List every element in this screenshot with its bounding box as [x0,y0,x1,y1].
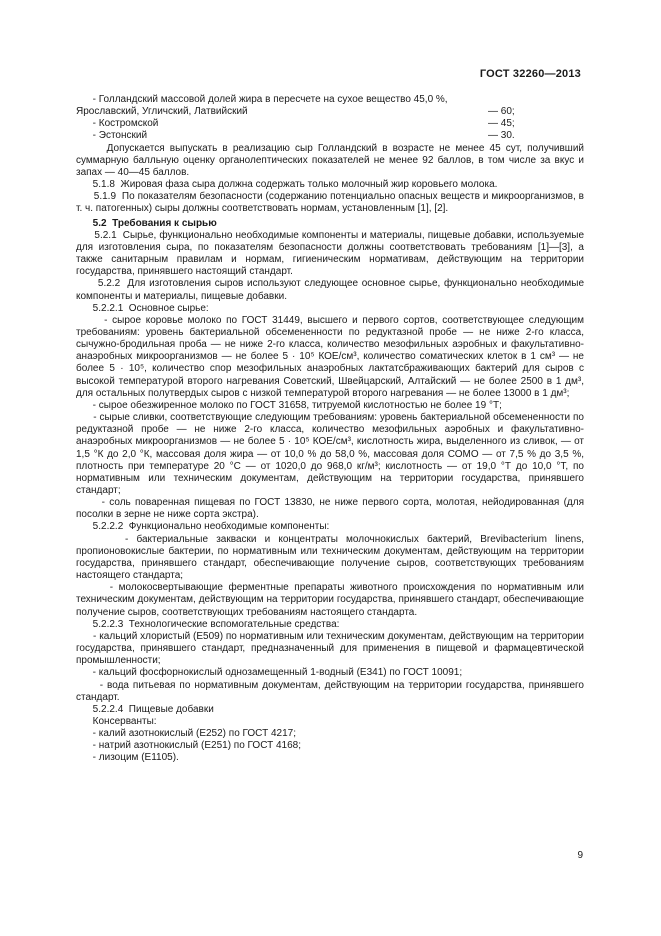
paragraph: - соль поваренная пищевая по ГОСТ 13830, не ниже первого сорта, молотая, нейодированная (для посолки в зерне не ниже сорта экстра). [76,497,587,521]
row-text: - Костромской [76,118,159,130]
paragraph: 5.1.9 По показателям безопасности (содержанию потенциально опасных веществ и микроорганизмов, в т. ч. патогенных) сыры должны соответствовать нормам, установленным [1], [2]. [76,191,587,215]
row-text: Ярославский, Угличский, Латвийский [76,106,248,118]
row-value: — 30. [488,130,515,142]
row-value: — 60; [488,106,515,118]
row-value: — 45; [488,118,515,130]
page-number: 9 [577,850,583,861]
document-body [76,94,587,765]
paragraph: - лизоцим (Е1105). [76,752,179,764]
paragraph: 5.2.1 Сырье, функционально необходимые компоненты и материалы, пищевые добавки, используемые для изготовления сыра, по показателям безопасности должны соответствовать требованиям [1]—[3], а также санитарным правилам и нормам, гигиеническим нормативам, действующим на территории государства, принявшего настоящий стандарт. [76,229,587,278]
paragraph: 5.1.8 Жировая фаза сыра должна содержать только молочный жир коровьего молока. [76,179,498,191]
paragraph: - кальций хлористый (Е509) по нормативным или техническим документам, действующим на территории государства, принявшего стандарт, предназначенный для применения в пищевой и фармацевтической промышленности; [76,630,587,667]
paragraph: - молокосвертывающие ферментные препараты животного происхождения по нормативным или техническим документам, действующим на территории государства, принявшего стандарт, обеспечивающие получение сыров, соответствующих требованиям настоящего стандарта. [76,582,587,618]
paragraph: 5.2.2.4 Пищевые добавки [76,703,214,715]
value-row [76,106,584,118]
value-row [76,118,584,130]
paragraph: 5.2.2 Для изготовления сыров используют следующее основное сырье, функционально необходимые компоненты и материалы, пищевые добавки. [76,278,587,302]
section-heading: 5.2 Требования к сырью [76,217,217,229]
paragraph: Допускается выпускать в реализацию сыр Голландский в возрасте не менее 45 сут, получивший суммарную балльную оценку органолептических показателей не менее 92 баллов, в том числе за вкус и запах — 40—45 баллов. [76,142,587,178]
paragraph: - калий азотнокислый (Е252) по ГОСТ 4217; [76,728,296,740]
paragraph: - Голландский массовой долей жира в пересчете на сухое вещество 45,0 %, [76,94,448,105]
paragraph: 5.2.2.1 Основное сырье: [76,302,209,314]
paragraph: - сырое коровье молоко по ГОСТ 31449, высшего и первого сортов, соответствующее следующим требованиям: уровень бактериальной обсемененности по редуктазной пробе — не ниже 2-го класса, сычужно-бродильная проба — не ниже 2-го класса, количество мезофильных аэробных и факультативно-анаэробных микроорганизмов — не более 5 · 10⁵ КОЕ/см³, количество соматических клеток в 1 см³ — не более 5 · 10⁵, количество спор мезофильных анаэробных лактатсбраживающих бактерий для сыров с высокой температурой второго нагревания Советский, Швейцарский, Алтайский — не более 2500 в 1 дм³, для остальных полутвердых сыров с низкой температурой второго нагревания — не более 13000 в 1 дм³; [76,314,587,399]
paragraph: - кальций фосфорнокислый однозамещенный 1-водный (Е341) по ГОСТ 10091; [76,667,463,679]
paragraph: - сырые сливки, соответствующие следующим требованиям: уровень бактериальной обсемененности по редуктазной пробе — не ниже 2-го класса, количество мезофильных аэробных и факультативно-анаэробных микроорганизмов — не более 5 · 10⁵ КОЕ/см³, кислотность жира, выделенного из сливок, — от 1,5 °К до 2,0 °К, массовая доля жира — от 10,0 % до 58,0 %, массовая доля СОМО — от 7,5 % до 3,5 %, плотность при температуре 20 °С — от 1020,0 до 968,0 кг/м³; кислотность — от 19,0 °Т до 10,0 °Т, по нормативным или техническим документам, действующим на территории государства, принявшего стандарт; [76,412,587,496]
paragraph: 5.2.2.2 Функционально необходимые компоненты: [76,521,330,533]
paragraph: - натрий азотнокислый (Е251) по ГОСТ 4168; [76,740,301,752]
value-row [76,130,584,142]
paragraph: 5.2.2.3 Технологические вспомогательные средства: [76,618,340,630]
row-text: - Эстонский [76,130,148,142]
paragraph: - сырое обезжиренное молоко по ГОСТ 31658, титруемой кислотностью не более 19 °Т; [76,399,502,411]
paragraph: - бактериальные закваски и концентраты молочнокислых бактерий, Brevibacterium linens, пропионовокислые бактерии, по нормативным или техническим документам, действующим на территории государства, принявшего стандарт, обеспечивающие получение сыров, соответствующих требованиям настоящего стандарта; [76,533,587,582]
document-number-header: ГОСТ 32260—2013 [479,68,581,80]
paragraph: Консерванты: [76,715,157,727]
paragraph: - вода питьевая по нормативным документам, действующим на территории государства, принявшего стандарт. [76,679,587,703]
